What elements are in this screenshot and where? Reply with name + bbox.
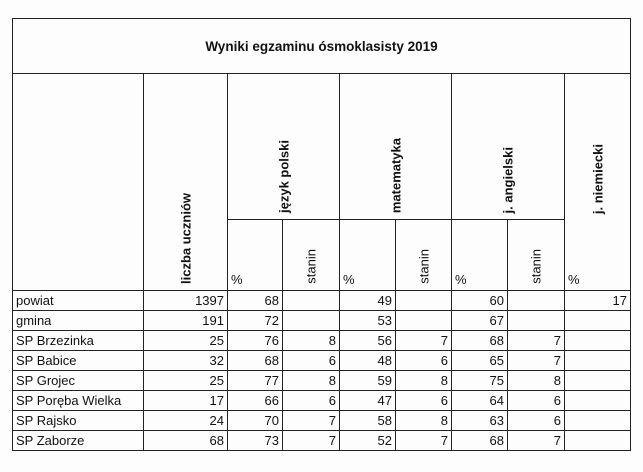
math-header: matematyka bbox=[388, 137, 403, 213]
cell-pl: 77 bbox=[228, 371, 283, 391]
table-row bbox=[13, 411, 631, 431]
math-pct-label: % bbox=[343, 272, 355, 287]
cell-students: 191 bbox=[144, 311, 228, 331]
cell-mat-s bbox=[396, 291, 452, 311]
cell-name: SP Zaborze bbox=[13, 431, 144, 451]
polish-pct-cell bbox=[228, 220, 283, 291]
cell-de bbox=[565, 351, 631, 371]
cell-pl-s bbox=[283, 311, 340, 331]
cell-students: 24 bbox=[144, 411, 228, 431]
cell-mat: 58 bbox=[340, 411, 396, 431]
cell-mat-s: 8 bbox=[396, 371, 452, 391]
german-header-cell bbox=[565, 74, 631, 291]
cell-en: 65 bbox=[452, 351, 508, 371]
cell-name: SP Brzezinka bbox=[13, 331, 144, 351]
cell-mat: 59 bbox=[340, 371, 396, 391]
cell-pl-s: 8 bbox=[283, 371, 340, 391]
english-pct-label: % bbox=[455, 272, 467, 287]
cell-pl: 76 bbox=[228, 331, 283, 351]
cell-pl-s bbox=[283, 291, 340, 311]
cell-students: 1397 bbox=[144, 291, 228, 311]
cell-students: 68 bbox=[144, 431, 228, 451]
cell-mat: 53 bbox=[340, 311, 396, 331]
german-pct-label: % bbox=[568, 272, 580, 287]
cell-name: SP Grojec bbox=[13, 371, 144, 391]
cell-mat: 48 bbox=[340, 351, 396, 371]
math-stanin-cell bbox=[396, 220, 452, 291]
table-title: Wyniki egzaminu ósmoklasisty 2019 bbox=[13, 19, 631, 74]
cell-mat-s: 6 bbox=[396, 391, 452, 411]
cell-mat: 49 bbox=[340, 291, 396, 311]
polish-header-cell bbox=[228, 74, 340, 220]
cell-de bbox=[565, 331, 631, 351]
cell-name: SP Babice bbox=[13, 351, 144, 371]
cell-pl-s: 6 bbox=[283, 351, 340, 371]
table-row bbox=[13, 371, 631, 391]
polish-pct-label: % bbox=[231, 272, 243, 287]
cell-mat: 52 bbox=[340, 431, 396, 451]
results-table bbox=[12, 18, 631, 451]
cell-en-s: 6 bbox=[508, 391, 565, 411]
cell-pl: 73 bbox=[228, 431, 283, 451]
english-header: j. angielski bbox=[500, 146, 516, 213]
cell-pl-s: 8 bbox=[283, 331, 340, 351]
cell-name: SP Rajsko bbox=[13, 411, 144, 431]
table-row bbox=[13, 351, 631, 371]
cell-mat-s: 6 bbox=[396, 351, 452, 371]
cell-students: 25 bbox=[144, 331, 228, 351]
cell-pl: 68 bbox=[228, 291, 283, 311]
english-header-cell bbox=[452, 74, 565, 220]
cell-en: 63 bbox=[452, 411, 508, 431]
students-header-cell bbox=[144, 74, 228, 291]
english-pct-cell bbox=[452, 220, 508, 291]
cell-de bbox=[565, 391, 631, 411]
cell-pl: 66 bbox=[228, 391, 283, 411]
students-header: liczba uczniów bbox=[178, 192, 193, 284]
math-stanin-label: stanin bbox=[416, 249, 431, 284]
cell-en-s bbox=[508, 311, 565, 331]
english-stanin-cell bbox=[508, 220, 565, 291]
cell-de bbox=[565, 311, 631, 331]
cell-pl-s: 7 bbox=[283, 411, 340, 431]
cell-en-s: 6 bbox=[508, 411, 565, 431]
table-row bbox=[13, 331, 631, 351]
cell-mat: 47 bbox=[340, 391, 396, 411]
english-stanin-label: stanin bbox=[528, 249, 544, 284]
cell-en-s: 7 bbox=[508, 431, 565, 451]
cell-pl-s: 6 bbox=[283, 391, 340, 411]
cell-pl: 72 bbox=[228, 311, 283, 331]
table-row bbox=[13, 291, 631, 311]
cell-de bbox=[565, 371, 631, 391]
cell-students: 17 bbox=[144, 391, 228, 411]
polish-stanin-cell bbox=[283, 220, 340, 291]
cell-en: 64 bbox=[452, 391, 508, 411]
cell-students: 25 bbox=[144, 371, 228, 391]
cell-en-s: 7 bbox=[508, 331, 565, 351]
cell-pl: 68 bbox=[228, 351, 283, 371]
cell-en-s bbox=[508, 291, 565, 311]
cell-en-s: 7 bbox=[508, 351, 565, 371]
cell-mat-s: 7 bbox=[396, 431, 452, 451]
table-row bbox=[13, 311, 631, 331]
cell-name: SP Poręba Wielka bbox=[13, 391, 144, 411]
cell-en-s: 8 bbox=[508, 371, 565, 391]
cell-mat-s: 8 bbox=[396, 411, 452, 431]
cell-en: 75 bbox=[452, 371, 508, 391]
cell-mat-s: 7 bbox=[396, 331, 452, 351]
table-row bbox=[13, 431, 631, 451]
cell-name: powiat bbox=[13, 291, 144, 311]
math-header-cell bbox=[340, 74, 452, 220]
cell-pl-s: 7 bbox=[283, 431, 340, 451]
cell-de: 17 bbox=[565, 291, 631, 311]
cell-en: 60 bbox=[452, 291, 508, 311]
table-row bbox=[13, 391, 631, 411]
cell-de bbox=[565, 431, 631, 451]
table-body bbox=[13, 291, 631, 451]
cell-students: 32 bbox=[144, 351, 228, 371]
name-header-cell bbox=[13, 74, 144, 291]
math-pct-cell bbox=[340, 220, 396, 291]
cell-pl: 70 bbox=[228, 411, 283, 431]
polish-header: język polski bbox=[276, 140, 291, 213]
cell-en: 67 bbox=[452, 311, 508, 331]
cell-en: 68 bbox=[452, 331, 508, 351]
polish-stanin-label: stanin bbox=[303, 249, 319, 284]
german-header: j. niemiecki bbox=[590, 143, 605, 214]
cell-mat: 56 bbox=[340, 331, 396, 351]
cell-mat-s bbox=[396, 311, 452, 331]
cell-de bbox=[565, 411, 631, 431]
cell-en: 68 bbox=[452, 431, 508, 451]
cell-name: gmina bbox=[13, 311, 144, 331]
